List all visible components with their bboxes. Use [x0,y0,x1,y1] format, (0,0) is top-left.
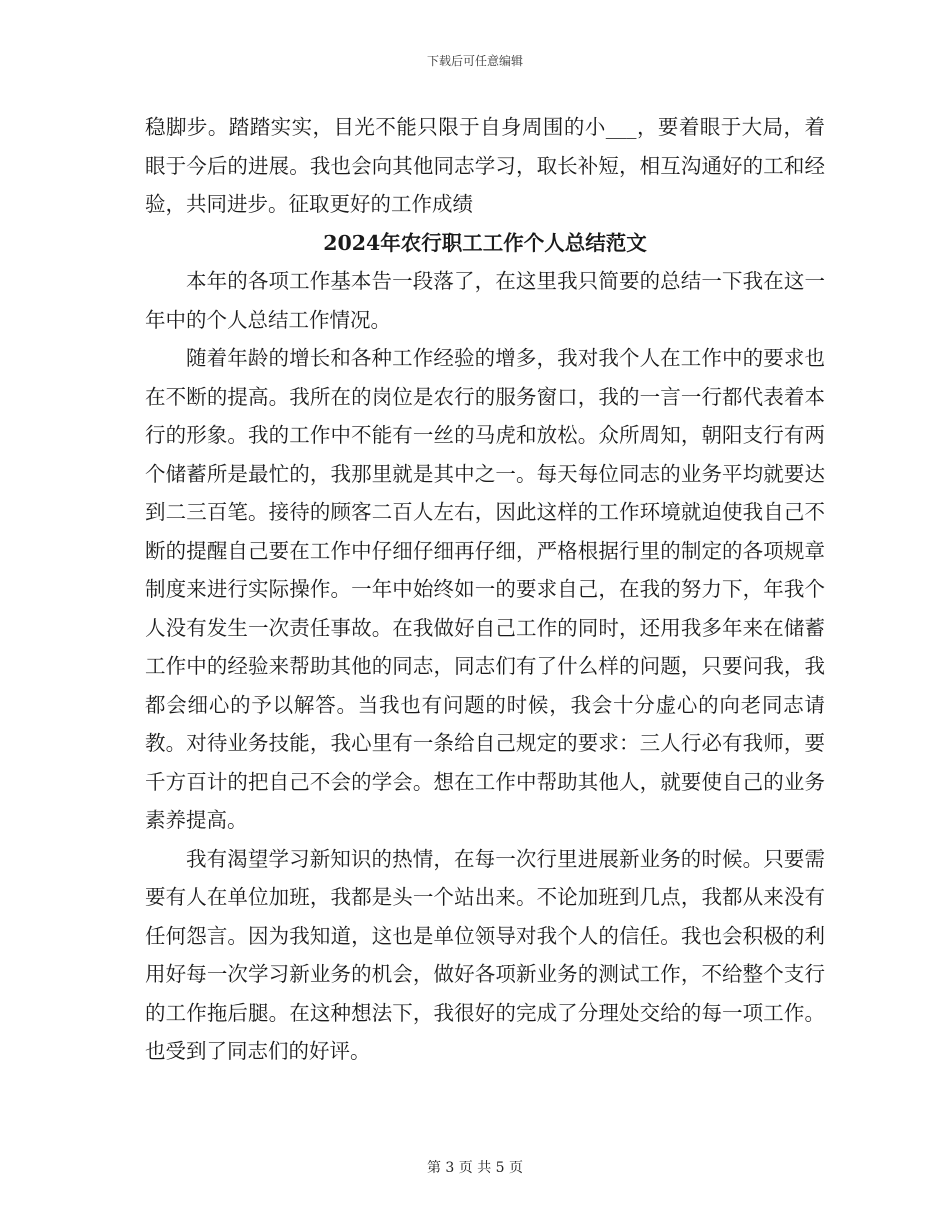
page-header-note: 下载后可任意编辑 [426,54,523,68]
paragraph-intro: 本年的各项工作基本告一段落了，在这里我只简要的总结一下我在这一年中的个人总结工作情况。 [145,269,825,332]
page-number: 第 3 页 共 5 页 [426,1160,524,1176]
document-body [145,108,825,1071]
document-title: 2024年农行职工工作个人总结范文 [323,230,647,255]
paragraph-learning: 我有渴望学习新知识的热情，在每一次行里进展新业务的时候。只要需要有人在单位加班，我都是头一个站出来。不论加班到几点，我都从来没有任何怨言。因为我知道，这也是单位领导对我个人的信任。我也会积极的利用好每一次学习新业务的机会，做好各项新业务的测试工作，不给整个支行的工作拖后腿。在这种想法下，我很好的完成了分理处交给的每一项工作。也受到了同志们的好评。 [145,846,825,1063]
continuation-paragraph: 稳脚步。踏踏实实，目光不能只限于自身周围的小___，要着眼于大局，着眼于今后的进展。我也会向其他同志学习，取长补短，相互沟通好的工和经验，共同进步。征取更好的工作成绩 [145,115,825,216]
paragraph-work-requirements: 随着年龄的增长和各种工作经验的增多，我对我个人在工作中的要求也在不断的提高。我所在的岗位是农行的服务窗口，我的一言一行都代表着本行的形象。我的工作中不能有一丝的马虎和放松。众所周知，朝阳支行有两个储蓄所是最忙的，我那里就是其中之一。每天每位同志的业务平均就要达到二三百笔。接待的顾客二百人左右，因此这样的工作环境就迫使我自己不断的提醒自己要在工作中仔细仔细再仔细，严格根据行里的制定的各项规章制度来进行实际操作。一年中始终如一的要求自己，在我的努力下，年我个人没有发生一次责任事故。在我做好自己工作的同时，还用我多年来在储蓄工作中的经验来帮助其他的同志，同志们有了什么样的问题，只要问我，我都会细心的予以解答。当我也有问题的时候，我会十分虚心的向老同志请教。对待业务技能，我心里有一条给自己规定的要求：三人行必有我师，要千方百计的把自己不会的学会。想在工作中帮助其他人，就要使自己的业务素养提高。 [145,346,825,832]
